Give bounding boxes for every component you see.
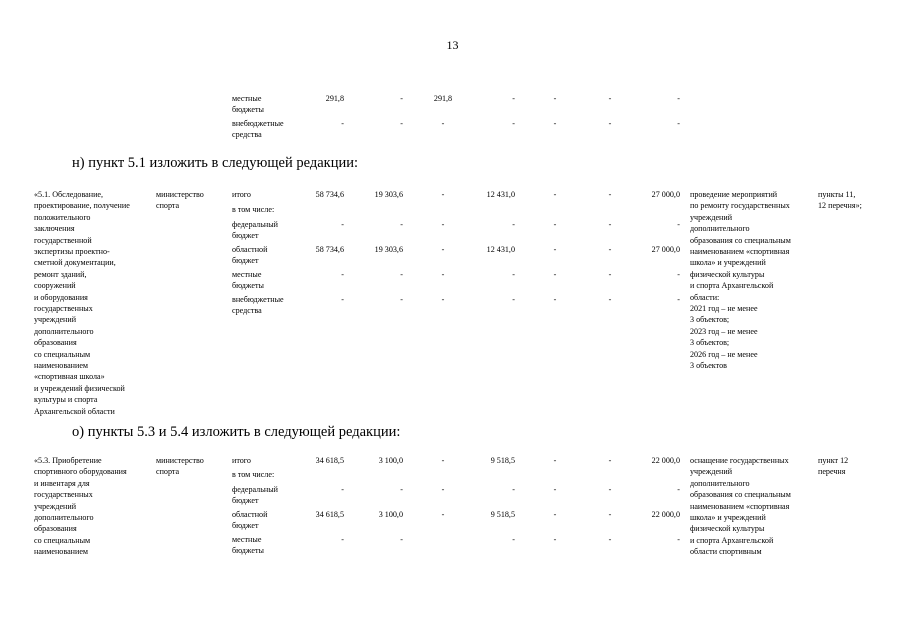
- expected-result: области:: [690, 292, 720, 302]
- executor: спорта: [156, 201, 180, 211]
- item-name: учреждений: [34, 501, 77, 511]
- item-name: спортивного оборудования: [34, 467, 127, 477]
- table-cell-value: -: [553, 220, 557, 229]
- table-cell-value: 58 734,6: [315, 190, 344, 199]
- heading-section-o: о) пункты 5.3 и 5.4 изложить в следующей редакции:: [72, 424, 401, 440]
- table-cell-value: 34 618,5: [315, 510, 344, 519]
- table-cell-value: -: [441, 510, 445, 519]
- row-label: федеральный: [232, 220, 278, 229]
- page-number: 13: [446, 38, 459, 52]
- table-cell-value: 27 000,0: [651, 190, 680, 199]
- table-cell-value: -: [677, 485, 680, 494]
- table-cell-value: -: [677, 295, 680, 304]
- row-label: бюджет: [232, 256, 259, 266]
- table-cell-value: -: [608, 485, 612, 494]
- expected-result: по ремонту государственных: [690, 201, 790, 211]
- table-cell-value: -: [400, 270, 403, 279]
- table-cell-value: 19 303,6: [374, 245, 403, 254]
- table-cell-value: -: [341, 220, 344, 229]
- table-cell-value: 19 303,6: [374, 190, 403, 199]
- item-name: культуры и спорта: [34, 395, 98, 405]
- expected-result: области спортивным: [690, 547, 762, 557]
- item-name: образования: [34, 338, 77, 348]
- expected-result: 2023 год – не менее: [690, 326, 758, 336]
- table-cell-value: -: [512, 485, 515, 494]
- item-name: учреждений: [34, 315, 77, 325]
- item-name: и учреждений физической: [34, 383, 125, 393]
- expected-result: физической культуры: [690, 524, 765, 534]
- item-name: Архангельской области: [34, 406, 115, 416]
- table-cell-value: -: [677, 535, 680, 544]
- table-cell-value: -: [553, 485, 557, 494]
- row-label: в том числе:: [232, 205, 275, 214]
- expected-result: учреждений: [690, 212, 733, 222]
- table-cell-value: -: [608, 535, 612, 544]
- item-name: сооружений: [34, 281, 76, 291]
- item-name: дополнительного: [34, 513, 94, 522]
- table-cell-value: -: [553, 510, 557, 519]
- table-cell-value: -: [553, 245, 557, 254]
- expected-result: школа» и учреждений: [690, 258, 766, 268]
- table-cell-value: -: [608, 220, 612, 229]
- item-name: государственных: [34, 304, 93, 313]
- table-cell-value: -: [553, 456, 557, 465]
- table-cell-value: -: [608, 245, 612, 254]
- reference: перечня: [818, 467, 846, 477]
- item-name: сметной документации,: [34, 258, 116, 268]
- row-label: местные: [232, 94, 262, 103]
- table-cell-value: -: [512, 295, 515, 304]
- table-cell-value: 9 518,5: [490, 510, 515, 519]
- expected-result: физической культуры: [690, 269, 765, 279]
- table-cell-value: 22 000,0: [651, 456, 680, 465]
- table-cell-value: 291,8: [433, 94, 453, 103]
- row-label: бюджеты: [232, 281, 264, 291]
- table-cell-value: -: [441, 295, 445, 304]
- item-name: наименованием: [34, 547, 89, 557]
- table-cell-value: -: [341, 535, 344, 544]
- item-name: со специальным: [34, 349, 91, 359]
- table-cell-value: 27 000,0: [651, 245, 680, 254]
- table-cell-value: -: [608, 270, 612, 279]
- expected-result: дополнительного: [690, 224, 750, 234]
- row-label: бюджеты: [232, 546, 264, 556]
- table-cell-value: -: [441, 270, 445, 279]
- expected-result: оснащение государственных: [690, 456, 789, 465]
- table-cell-value: -: [441, 119, 445, 128]
- table-cell-value: 12 431,0: [486, 245, 515, 254]
- expected-result: и спорта Архангельской: [690, 535, 774, 545]
- table-cell-value: -: [553, 295, 557, 304]
- table-cell-value: -: [512, 119, 515, 128]
- table-cell-value: 12 431,0: [486, 190, 515, 199]
- row-label: областной: [232, 245, 268, 254]
- row-label: бюджет: [232, 496, 259, 506]
- table-cell-value: -: [608, 94, 612, 103]
- expected-result: школа» и учреждений: [690, 513, 766, 522]
- table-cell-value: -: [553, 270, 557, 279]
- row-label: бюджет: [232, 231, 259, 241]
- table-cell-value: -: [341, 270, 344, 279]
- table-cell-value: -: [512, 270, 515, 279]
- row-label: итого: [232, 456, 251, 465]
- expected-result: проведение мероприятий: [690, 190, 778, 199]
- table-cell-value: -: [441, 485, 445, 494]
- table-cell-value: -: [677, 119, 680, 128]
- reference: пункт 12: [818, 456, 849, 465]
- table-cell-value: -: [608, 190, 612, 199]
- item-name: и инвентаря для: [34, 478, 90, 488]
- table-cell-value: -: [608, 510, 612, 519]
- row-label: местные: [232, 270, 262, 279]
- expected-result: 3 объектов;: [690, 315, 730, 325]
- item-name: заключения: [34, 224, 75, 234]
- row-label: внебюджетные: [232, 295, 284, 304]
- row-label: федеральный: [232, 485, 278, 494]
- table-cell-value: -: [341, 485, 344, 494]
- item-name: положительного: [34, 212, 91, 222]
- table-cell-value: -: [400, 119, 403, 128]
- row-label: бюджет: [232, 521, 259, 531]
- row-label: средства: [232, 130, 262, 140]
- table-cell-value: 3 100,0: [378, 456, 403, 465]
- table-cell-value: 22 000,0: [651, 510, 680, 519]
- row-label: областной: [232, 510, 268, 519]
- table-cell-value: 291,8: [325, 94, 344, 103]
- table-cell-value: -: [512, 535, 515, 544]
- table-cell-value: -: [608, 295, 612, 304]
- executor: спорта: [156, 467, 180, 477]
- row-label: средства: [232, 306, 262, 316]
- item-name: государственной: [34, 235, 92, 245]
- row-label: внебюджетные: [232, 119, 284, 128]
- expected-result: дополнительного: [690, 478, 750, 488]
- item-name: проектирование, получение: [34, 201, 130, 211]
- executor: министерство: [156, 190, 204, 199]
- table-cell-value: 9 518,5: [490, 456, 515, 465]
- item-name: образования: [34, 524, 77, 534]
- table-cell-value: 34 618,5: [315, 456, 344, 465]
- row-label: бюджеты: [232, 105, 264, 115]
- row-label: местные: [232, 535, 262, 544]
- expected-result: 2021 год – не менее: [690, 304, 758, 313]
- table-cell-value: -: [553, 535, 557, 544]
- table-cell-value: -: [608, 456, 612, 465]
- table-cell-value: -: [677, 270, 680, 279]
- table-cell-value: -: [341, 295, 344, 304]
- expected-result: 2026 год – не менее: [690, 349, 758, 359]
- reference: 12 перечня»;: [818, 201, 862, 211]
- table-cell-value: -: [441, 190, 445, 199]
- table-cell-value: -: [441, 245, 445, 254]
- table-cell-value: -: [341, 119, 344, 128]
- row-label: итого: [232, 190, 251, 199]
- table-cell-value: -: [400, 485, 403, 494]
- row-label: в том числе:: [232, 470, 275, 479]
- item-name: «спортивная школа»: [34, 372, 105, 382]
- table-cell-value: -: [553, 94, 557, 103]
- table-cell-value: -: [677, 220, 680, 229]
- table-cell-value: -: [400, 535, 403, 544]
- expected-result: наименованием «спортивная: [690, 501, 790, 511]
- expected-result: образования со специальным: [690, 235, 791, 245]
- table-cell-value: -: [553, 190, 557, 199]
- item-name: экспертизы проектно-: [34, 247, 110, 256]
- expected-result: учреждений: [690, 467, 733, 477]
- item-name: «5.3. Приобретение: [34, 456, 102, 465]
- table-cell-value: -: [441, 220, 445, 229]
- table-cell-value: -: [553, 119, 557, 128]
- table-cell-value: -: [400, 94, 403, 103]
- table-cell-value: -: [608, 119, 612, 128]
- expected-result: 3 объектов: [690, 361, 727, 370]
- table-cell-value: -: [400, 295, 403, 304]
- table-cell-value: -: [677, 94, 680, 103]
- table-cell-value: -: [441, 456, 445, 465]
- item-name: наименованием: [34, 361, 89, 370]
- table-cell-value: 3 100,0: [378, 510, 403, 519]
- item-name: государственных: [34, 490, 93, 500]
- table-cell-value: -: [512, 220, 515, 229]
- item-name: и оборудования: [34, 292, 88, 302]
- item-name: со специальным: [34, 535, 91, 545]
- expected-result: 3 объектов;: [690, 338, 730, 348]
- expected-result: наименованием «спортивная: [690, 247, 790, 256]
- item-name: «5.1. Обследование,: [34, 190, 104, 199]
- item-name: дополнительного: [34, 326, 94, 336]
- heading-section-n: н) пункт 5.1 изложить в следующей редакции:: [72, 155, 359, 171]
- executor: министерство: [156, 456, 204, 465]
- expected-result: и спорта Архангельской: [690, 281, 774, 291]
- table-cell-value: -: [512, 94, 515, 103]
- table-cell-value: 58 734,6: [315, 245, 344, 254]
- reference: пункты 11,: [818, 190, 856, 199]
- item-name: ремонт зданий,: [34, 269, 87, 279]
- table-cell-value: -: [400, 220, 403, 229]
- expected-result: образования со специальным: [690, 490, 791, 500]
